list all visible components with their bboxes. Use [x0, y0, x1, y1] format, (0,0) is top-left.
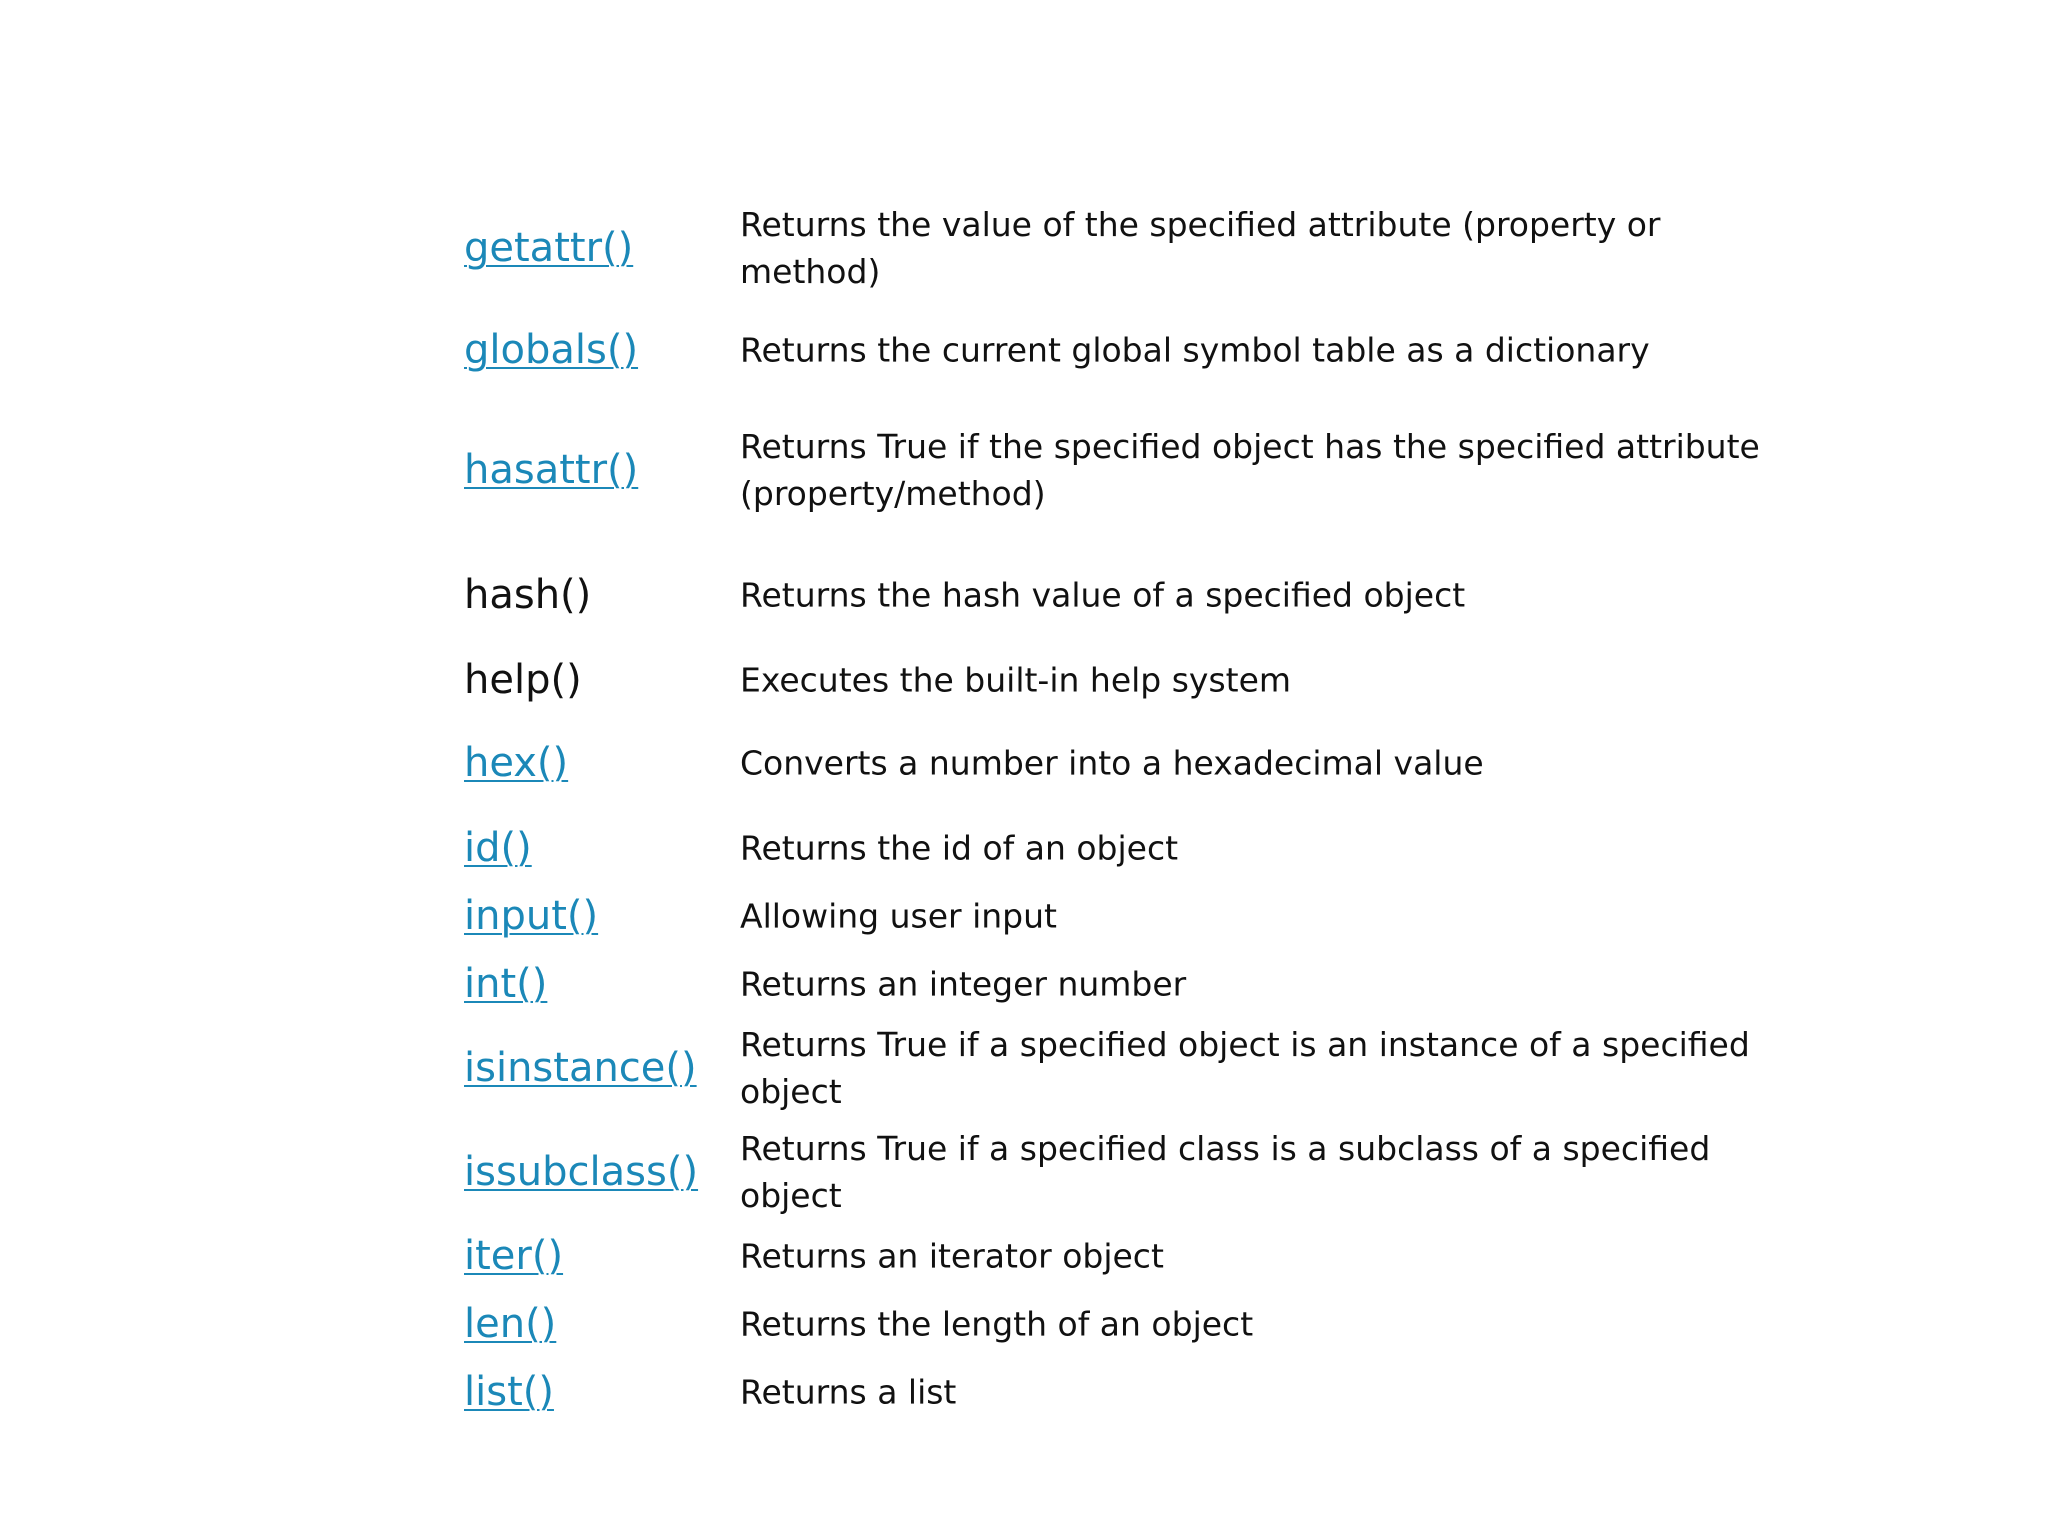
function-link[interactable]: globals() [464, 327, 639, 373]
function-description: Converts a number into a hexadecimal value [740, 743, 1484, 783]
function-description: Executes the built-in help system [740, 660, 1292, 700]
function-description: Returns True if the specified object has the specified attribute (property/method) [740, 427, 1760, 513]
function-link[interactable]: getattr() [464, 225, 634, 271]
function-link[interactable]: list() [464, 1369, 554, 1415]
function-link[interactable]: input() [464, 893, 599, 939]
function-description: Returns a list [740, 1372, 957, 1412]
function-description: Returns the current global symbol table as a dictionary [740, 330, 1650, 370]
function-description: Returns the length of an object [740, 1304, 1254, 1344]
function-name: help() [464, 657, 582, 703]
function-link[interactable]: iter() [464, 1233, 564, 1279]
function-description: Returns an integer number [740, 964, 1187, 1004]
function-link[interactable]: id() [464, 825, 532, 871]
function-description: Returns an iterator object [740, 1236, 1164, 1276]
function-link[interactable]: hasattr() [464, 447, 639, 493]
function-link[interactable]: issubclass() [464, 1149, 699, 1195]
function-name: hash() [464, 572, 592, 618]
function-link[interactable]: int() [464, 961, 548, 1007]
function-link[interactable]: isinstance() [464, 1045, 697, 1091]
function-description: Returns the id of an object [740, 828, 1179, 868]
function-description: Returns True if a specified object is an instance of a specified object [740, 1025, 1750, 1111]
function-description: Returns the hash value of a specified object [740, 575, 1466, 615]
function-description: Returns True if a specified class is a subclass of a specified object [740, 1129, 1711, 1215]
function-link[interactable]: len() [464, 1301, 557, 1347]
function-description: Returns the value of the specified attribute (property or method) [740, 205, 1661, 291]
function-link[interactable]: hex() [464, 740, 569, 786]
function-description: Allowing user input [740, 896, 1057, 936]
